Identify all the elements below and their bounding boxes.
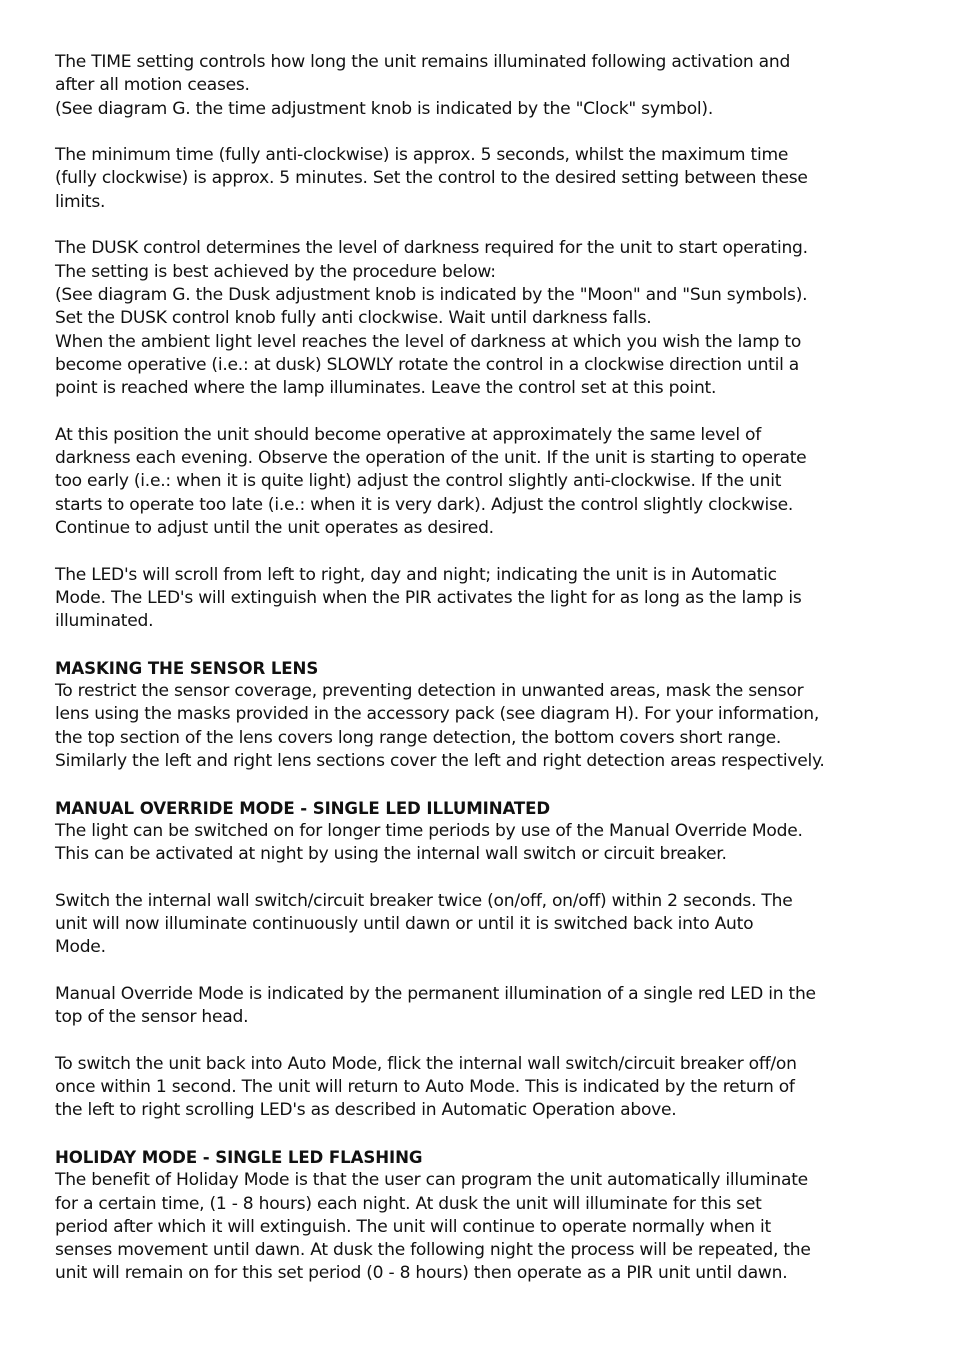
paragraph-gap [55,121,915,144]
paragraph-gap [55,540,915,563]
manual-paragraph-3: Manual Override Mode is indicated by the permanent illumination of a single red LED in the top of the sensor head. [55,983,816,1028]
paragraph-gap [55,633,915,656]
dusk-paragraph-1: The DUSK control determines the level of darkness required for the unit to start operating. The setting is best achieved by the procedure below: (See diagram G. the Dusk adjustment knob is indicated by the "Moon" and "Sun symbols). Set the DUSK control knob fully anti clockwise. Wait until darkness falls. When the ambient light level reaches the level of darkness at which you wish the lamp to become operative (i.e.: at dusk) SLOWLY rotate the control in a clockwise direction until a point is reached where the lamp illuminates. Leave the control set at this point. [55,238,808,399]
masking-paragraph-1: To restrict the sensor coverage, preventing detection in unwanted areas, mask the sensor lens using the masks provided in the accessory pack (see diagram H). For your information, the top section of the lens covers long range detection, the bottom covers short range. Similarly the left and right lens sections cover the left and right detection areas respectively. [55,681,825,771]
dusk-paragraph-3: The LED's will scroll from left to right, day and night; indicating the unit is in Automatic Mode. The LED's will extinguish when the PIR activates the light for as long as the lamp is illuminated. [55,564,802,632]
dusk-paragraph-2: At this position the unit should become operative at approximately the same level of darkness each evening. Observe the operation of the unit. If the unit is starting to operate too early (i.e.: when it is quite light) adjust the control slightly anti-clockwise. If the unit starts to operate too late (i.e.: when it is very dark). Adjust the control slightly clockwise. Continue to adjust until the unit operates as desired. [55,424,807,538]
time-paragraph-1: The TIME setting controls how long the unit remains illuminated following activation and after all motion ceases. (See diagram G. the time adjustment knob is indicated by the "Clock" symbol). [55,52,791,119]
paragraph-gap [55,960,915,983]
paragraph-gap [55,773,915,796]
holiday-mode-heading: HOLIDAY MODE - SINGLE LED FLASHING [55,1147,423,1167]
manual-paragraph-1: The light can be switched on for longer time periods by use of the Manual Override Mode. This can be activated at night by using the internal wall switch or circuit breaker. [55,820,803,865]
masking-heading: MASKING THE SENSOR LENS [55,658,319,678]
paragraph-gap [55,400,915,423]
manual-paragraph-4: To switch the unit back into Auto Mode, flick the internal wall switch/circuit breaker off/on once within 1 second. The unit will return to Auto Mode. This is indicated by the return of the left to right scrolling LED's as described in Automatic Operation above. [55,1053,797,1121]
paragraph-gap [55,1029,915,1052]
paragraph-gap [55,1123,915,1146]
holiday-paragraph-1: The benefit of Holiday Mode is that the user can program the unit automatically illuminate for a certain time, (1 - 8 hours) each night. At dusk the unit will illuminate for this set period after which it will extinguish. The unit will continue to operate normally when it senses movement until dawn. At dusk the following night the process will be repeated, the unit will remain on for this set period (0 - 8 hours) then operate as a PIR unit until dawn. [55,1170,811,1284]
document-page [55,51,915,1286]
paragraph-gap [55,866,915,889]
manual-paragraph-2: Switch the internal wall switch/circuit breaker twice (on/off, on/off) within 2 seconds. The unit will now illuminate continuously until dawn or until it is switched back into Auto Mode. [55,890,793,958]
time-paragraph-2: The minimum time (fully anti-clockwise) is approx. 5 seconds, whilst the maximum time (fully clockwise) is approx. 5 minutes. Set the control to the desired setting between these limits. [55,145,808,212]
manual-override-heading: MANUAL OVERRIDE MODE - SINGLE LED ILLUMINATED [55,798,551,818]
paragraph-gap [55,214,915,237]
